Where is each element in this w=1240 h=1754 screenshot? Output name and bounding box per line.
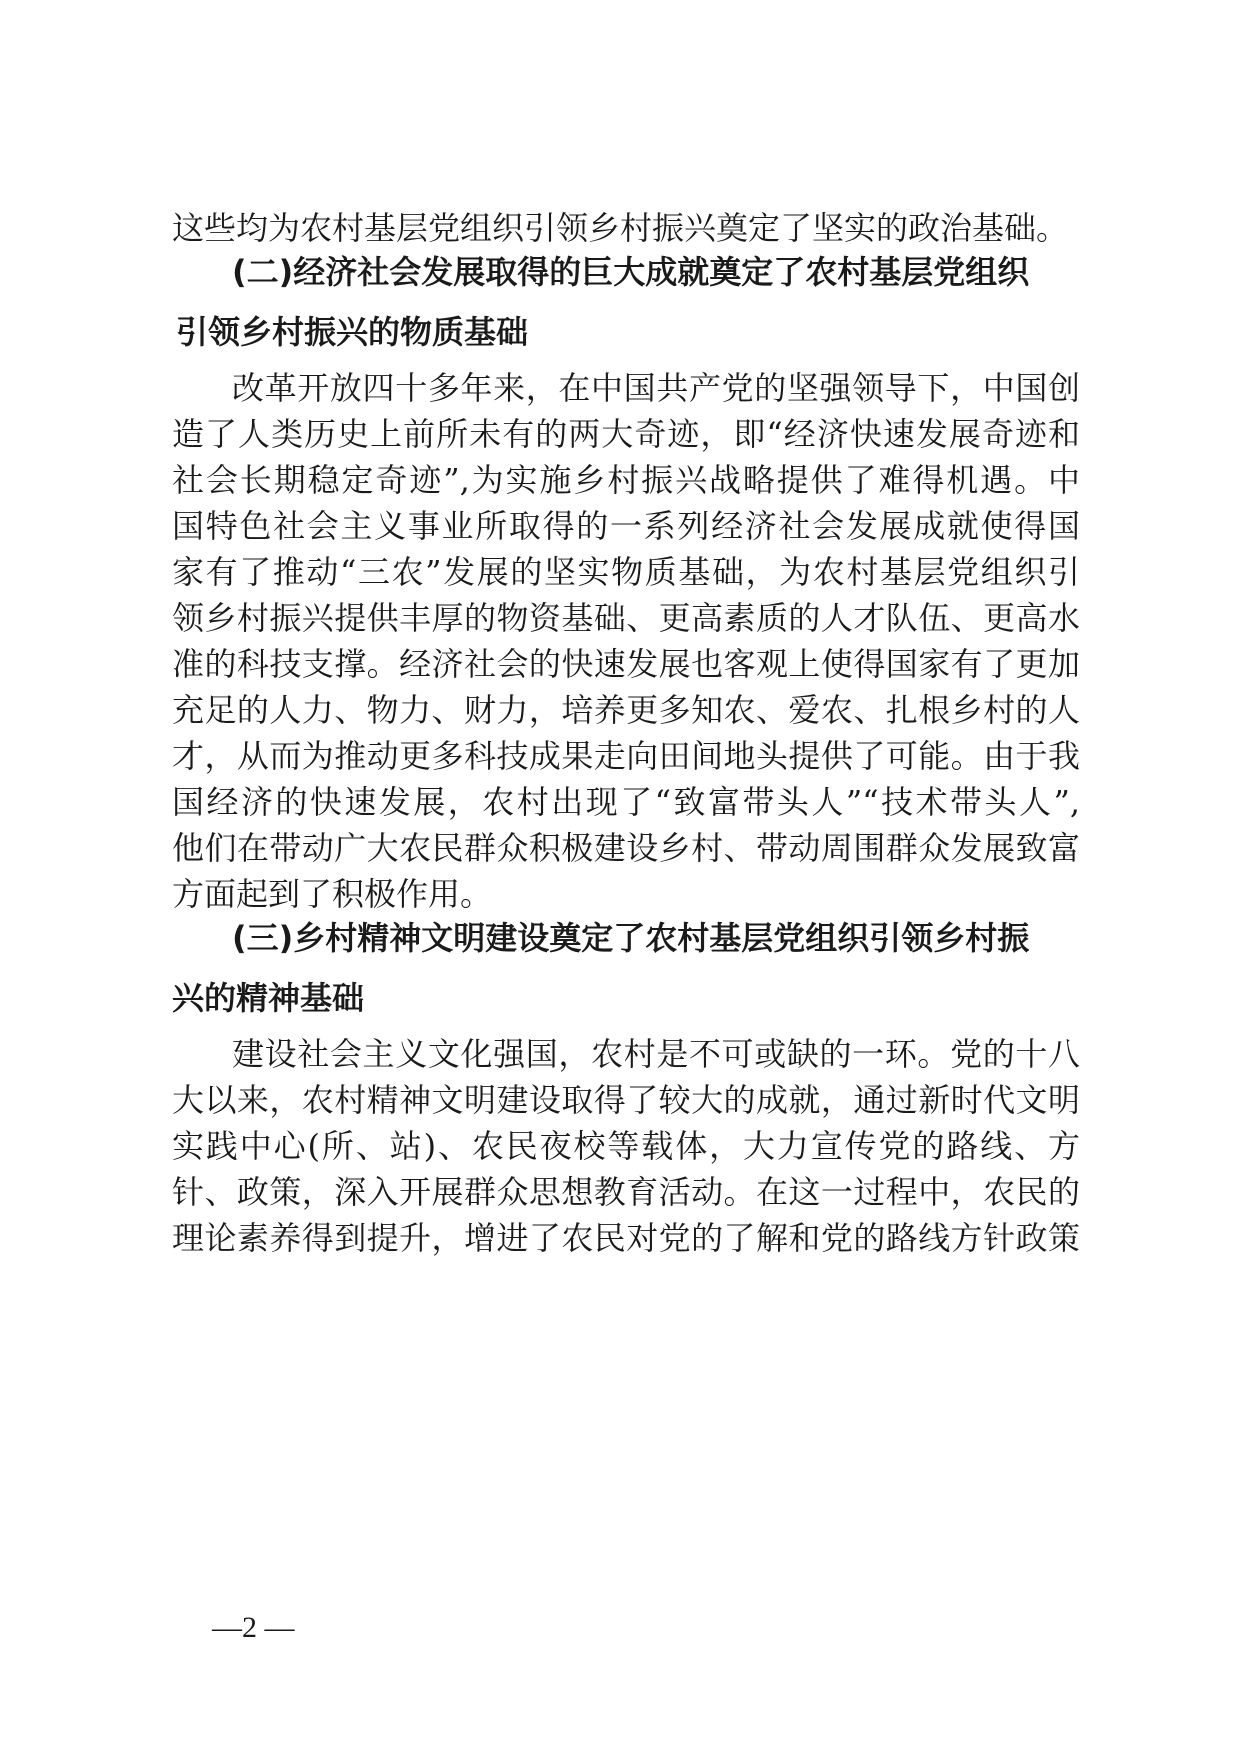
paragraph-line: 实践中心(所、站)、农民夜校等载体，大力宣传党的路线、方: [172, 1127, 1080, 1165]
paragraph-line: 充足的人力、物力、财力，培养更多知农、爱农、扎根乡村的人: [172, 691, 1080, 729]
intro-line: 这些均为农村基层党组织引领乡村振兴奠定了坚实的政治基础。: [172, 209, 1069, 247]
paragraph-line: 他们在带动广大农民群众积极建设乡村、带动周围群众发展致富: [172, 829, 1080, 867]
paragraph-line: 社会长期稳定奇迹”,为实施乡村振兴战略提供了难得机遇。中: [172, 461, 1080, 499]
page-number: —2 —: [212, 1611, 295, 1644]
paragraph-line: 家有了推动“三农”发展的坚实物质基础，为农村基层党组织引: [172, 553, 1080, 591]
paragraph-line: 造了人类历史上前所未有的两大奇迹，即“经济快速发展奇迹和: [172, 415, 1080, 453]
paragraph-line: 针、政策，深入开展群众思想教育活动。在这一过程中，农民的: [172, 1173, 1080, 1211]
section-heading: 引领乡村振兴的物质基础: [176, 313, 529, 351]
paragraph-line: 理论素养得到提升，增进了农民对党的了解和党的路线方针政策: [172, 1219, 1080, 1257]
paragraph-line: 改革开放四十多年来，在中国共产党的坚强领导下，中国创: [232, 369, 1080, 407]
paragraph-line: 国特色社会主义事业所取得的一系列经济社会发展成就使得国: [172, 507, 1080, 545]
paragraph-line: 方面起到了积极作用。: [172, 875, 493, 913]
paragraph-line: 大以来，农村精神文明建设取得了较大的成就，通过新时代文明: [172, 1081, 1080, 1119]
paragraph-line: 准的科技支撑。经济社会的快速发展也客观上使得国家有了更加: [172, 645, 1080, 683]
section-heading: (三)乡村精神文明建设奠定了农村基层党组织引领乡村振: [232, 919, 1030, 957]
section-heading: (二)经济社会发展取得的巨大成就奠定了农村基层党组织: [232, 253, 1030, 291]
paragraph-line: 领乡村振兴提供丰厚的物资基础、更高素质的人才队伍、更高水: [172, 599, 1080, 637]
paragraph-line: 建设社会主义文化强国，农村是不可或缺的一环。党的十八: [232, 1035, 1080, 1073]
paragraph-line: 才，从而为推动更多科技成果走向田间地头提供了可能。由于我: [172, 737, 1080, 775]
paragraph-line: 国经济的快速发展，农村出现了“致富带头人”“技术带头人”,: [172, 783, 1080, 821]
section-heading: 兴的精神基础: [172, 979, 365, 1017]
